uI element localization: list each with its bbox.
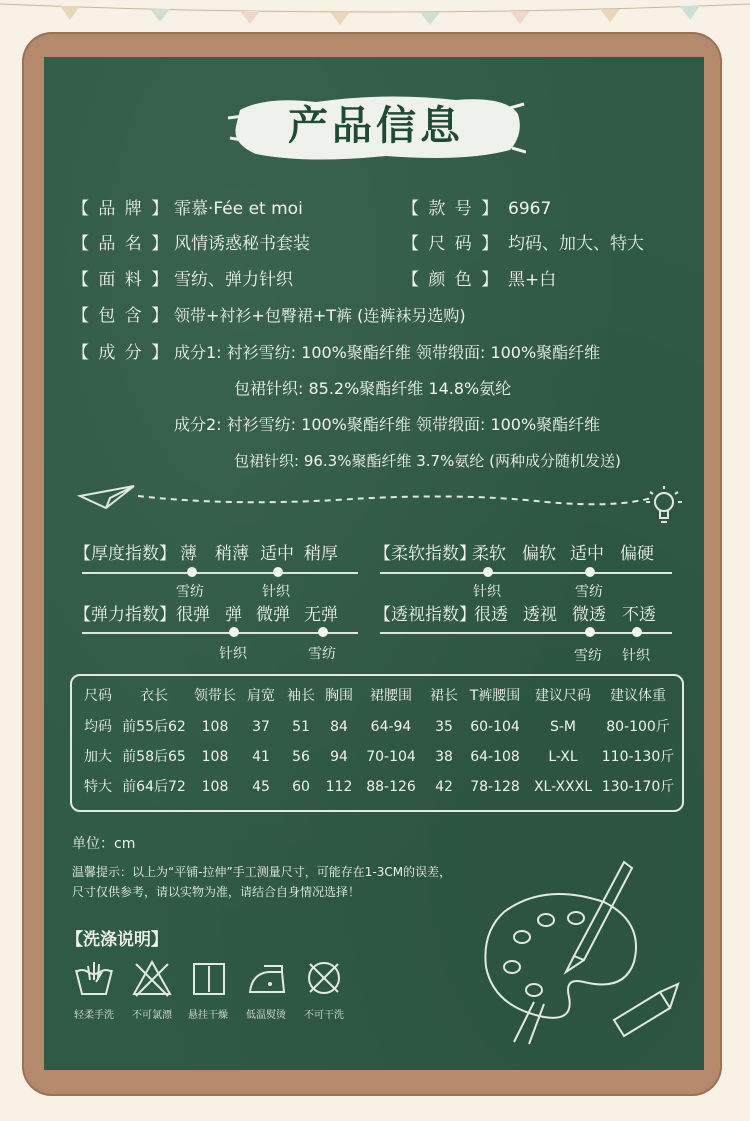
brand-value: 霏慕·Fée et moi [174, 199, 303, 219]
table-cell: 130-170斤 [601, 779, 675, 795]
thickness-option: 薄 [180, 544, 197, 564]
elasticity-option: 微弹 [256, 605, 290, 625]
elasticity-mark-label: 针织 [219, 646, 247, 662]
table-header: 袖长 [287, 688, 315, 704]
elasticity-scale [82, 632, 358, 634]
unit-note: 单位：cm [72, 836, 136, 852]
softness-marker [483, 567, 493, 577]
size-table [70, 674, 684, 812]
softness-option: 适中 [570, 544, 604, 564]
paper-plane-doodle [76, 478, 686, 528]
softness-scale [380, 572, 672, 574]
tip-line-1: 温馨提示：以上为“平铺-拉伸”手工测量尺寸，可能存在1-3CM的误差， [72, 865, 452, 879]
softness-option: 偏硬 [620, 544, 654, 564]
table-header: 建议体重 [610, 688, 666, 704]
no-bleach-item [124, 958, 180, 1021]
transparency-mark-label: 针织 [622, 648, 650, 664]
table-cell: 前58后65 [122, 749, 186, 765]
table-cell: XL-XXXL [533, 779, 593, 795]
table-cell: 35 [435, 719, 453, 735]
table-cell: 均码 [84, 719, 112, 735]
table-header: 尺码 [84, 688, 112, 704]
table-cell: 特大 [84, 779, 112, 795]
elasticity-marker [229, 627, 239, 637]
table-cell: 37 [252, 719, 270, 735]
table-cell: 112 [325, 779, 353, 795]
table-header: 肩宽 [247, 688, 275, 704]
includes-key: 【 包 含 】 [72, 306, 171, 326]
hand-wash-item [66, 958, 122, 1021]
elasticity-option: 弹 [225, 605, 242, 625]
washing-title: 【洗涤说明】 [66, 930, 168, 950]
no-dry-clean-label: 不可干洗 [304, 1010, 344, 1021]
hand-wash-icon [72, 958, 116, 998]
table-header: 裙腰围 [370, 688, 412, 704]
transparency-marker [585, 627, 595, 637]
composition-line-2: 包裙针织: 85.2%聚酯纤维 14.8%氨纶 [234, 379, 512, 398]
table-cell: S-M [549, 719, 577, 735]
low-iron-item [238, 958, 294, 1021]
transparency-option: 很透 [474, 605, 508, 625]
fabric-key: 【 面 料 】 [72, 270, 171, 290]
transparency-mark-label: 雪纺 [574, 648, 602, 664]
hang-dry-item [180, 958, 236, 1021]
thickness-mark-label: 针织 [262, 584, 290, 600]
brand-key: 【 品 牌 】 [72, 199, 171, 219]
elasticity-marker [318, 627, 328, 637]
elasticity-option: 无弹 [304, 605, 338, 625]
elasticity-mark-label: 雪纺 [308, 646, 336, 662]
table-header: 胸围 [325, 688, 353, 704]
table-header: 裙长 [430, 688, 458, 704]
composition-line-1: 成分1: 衬衫雪纺: 100%聚酯纤维 领带缎面: 100%聚酯纤维 [174, 343, 601, 362]
table-cell: 51 [292, 719, 310, 735]
table-cell: L-XL [548, 749, 578, 765]
transparency-index-label: 【透视指数】 [374, 605, 476, 625]
table-cell: 80-100斤 [606, 719, 670, 735]
table-cell: 前55后62 [122, 719, 186, 735]
name-key: 【 品 名 】 [72, 234, 171, 254]
name-value: 风情诱惑秘书套装 [174, 234, 310, 254]
low-iron-label: 低温熨烫 [246, 1010, 286, 1021]
table-cell: 108 [201, 779, 229, 795]
softness-option: 柔软 [472, 544, 506, 564]
bunting-decoration [0, 0, 750, 28]
color-key: 【 颜 色 】 [402, 270, 501, 290]
transparency-option: 不透 [622, 605, 656, 625]
style-key: 【 款 号 】 [402, 199, 501, 219]
softness-mark-label: 针织 [473, 584, 501, 600]
table-cell: 88-126 [366, 779, 416, 795]
thickness-option: 稍薄 [215, 544, 249, 564]
paint-palette-icon [474, 852, 684, 1052]
thickness-option: 适中 [260, 544, 294, 564]
table-cell: 60 [292, 779, 310, 795]
fabric-value: 雪纺、弹力针织 [174, 270, 293, 290]
table-cell: 108 [201, 749, 229, 765]
table-cell: 94 [330, 749, 348, 765]
table-cell: 110-130斤 [601, 749, 675, 765]
thickness-marker [187, 567, 197, 577]
transparency-scale [380, 632, 672, 634]
thickness-scale [82, 572, 358, 574]
style-value: 6967 [508, 199, 552, 219]
thickness-mark-label: 雪纺 [176, 584, 204, 600]
elasticity-index-label: 【弹力指数】 [74, 605, 176, 625]
table-cell: 108 [201, 719, 229, 735]
composition-line-3: 成分2: 衬衫雪纺: 100%聚酯纤维 领带缎面: 100%聚酯纤维 [174, 415, 601, 434]
table-cell: 45 [252, 779, 270, 795]
table-cell: 60-104 [470, 719, 520, 735]
softness-index-label: 【柔软指数】 [374, 544, 476, 564]
table-header: 衣长 [140, 688, 168, 704]
transparency-marker [632, 627, 642, 637]
softness-mark-label: 雪纺 [575, 584, 603, 600]
no-dry-clean-icon [302, 958, 346, 998]
table-header: 领带长 [194, 688, 236, 704]
table-cell: 加大 [84, 749, 112, 765]
table-cell: 38 [435, 749, 453, 765]
table-cell: 64-108 [470, 749, 520, 765]
table-header: T裤腰围 [469, 688, 521, 704]
table-cell: 前64后72 [122, 779, 186, 795]
no-bleach-label: 不可氯漂 [132, 1010, 172, 1021]
size-value: 均码、加大、特大 [508, 234, 644, 254]
softness-option: 偏软 [522, 544, 556, 564]
color-value: 黑+白 [508, 270, 557, 290]
table-cell: 64-94 [370, 719, 412, 735]
size-key: 【 尺 码 】 [402, 234, 501, 254]
transparency-option: 透视 [523, 605, 557, 625]
low-iron-icon [244, 958, 288, 998]
composition-key: 【 成 分 】 [72, 343, 171, 363]
page-title: 产品信息 [288, 103, 464, 149]
table-cell: 70-104 [366, 749, 416, 765]
transparency-option: 微透 [572, 605, 606, 625]
composition-line-4: 包裙针织: 96.3%聚酯纤维 3.7%氨纶 (两种成分随机发送) [234, 452, 621, 470]
tip-line-2: 尺寸仅供参考，请以实物为准，请结合自身情况选择！ [72, 885, 361, 899]
includes-value: 领带+衬衫+包臀裙+T裤 (连裤袜另选购) [174, 306, 466, 325]
thickness-marker [273, 567, 283, 577]
softness-marker [585, 567, 595, 577]
no-dry-clean-item [296, 958, 352, 1021]
table-cell: 42 [435, 779, 453, 795]
table-cell: 41 [252, 749, 270, 765]
table-cell: 56 [292, 749, 310, 765]
no-bleach-icon [130, 958, 174, 998]
elasticity-option: 很弹 [176, 605, 210, 625]
table-cell: 84 [330, 719, 348, 735]
title-banner [226, 88, 526, 166]
thickness-option: 稍厚 [304, 544, 338, 564]
lightbulb-icon [644, 484, 684, 528]
table-cell: 78-128 [470, 779, 520, 795]
table-header: 建议尺码 [535, 688, 591, 704]
hang-dry-label: 悬挂干燥 [188, 1010, 228, 1021]
hand-wash-label: 轻柔手洗 [74, 1010, 114, 1021]
thickness-index-label: 【厚度指数】 [74, 544, 176, 564]
hang-dry-icon [186, 958, 230, 998]
